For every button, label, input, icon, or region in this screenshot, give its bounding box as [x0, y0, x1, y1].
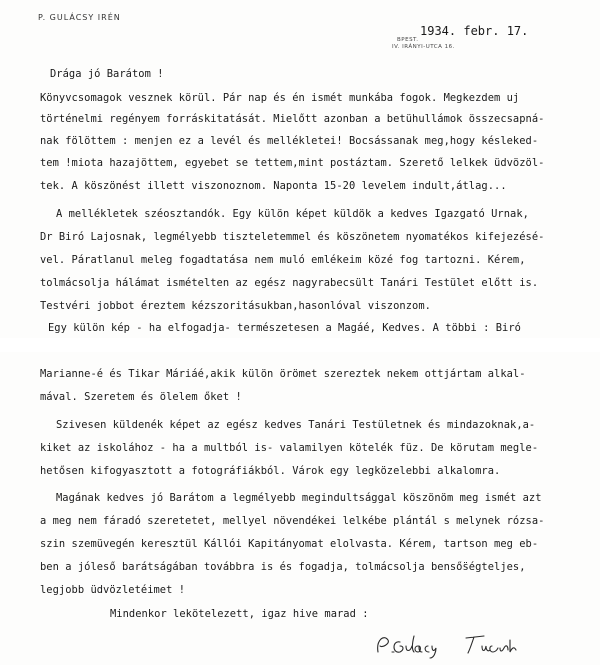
- salutation: Drága jó Barátom !: [50, 68, 164, 80]
- body-line: Egy külön kép - ha elfogadja- természetesen a Magáé, Kedves. A többi : Biró: [48, 322, 521, 334]
- page-seam: [0, 338, 600, 352]
- body-line: Testvéri jobbot éreztem kézszoritásukban,hasonlóval viszonzom.: [40, 300, 431, 312]
- body-line: vel. Páratlanul meleg fogadtatása nem muló emlékeim közé fog tartozni. Kérem,: [40, 254, 526, 266]
- letterhead-name: P. GULÁCSY IRÉN: [38, 13, 121, 22]
- body-line: Könyvcsomagok vesznek körül. Pár nap és én ismét munkába fogok. Megkezdem uj: [40, 92, 520, 104]
- body-line: tem !miota hazajöttem, egyebet se tettem,mint postáztam. Szerető lelkek üdvözöl-: [40, 157, 545, 169]
- body-line: a meg nem fáradó szeretetet, mellyel növendékei lelkébe plántál s melynek rózsa-: [40, 515, 545, 527]
- body-line: kiket az iskolához - ha a multból is- valamilyen kötelék füz. De körutam megle-: [40, 442, 539, 454]
- body-line: történelmi regényem forráskitatását. Mielőtt azonban a betühullámok összecsapná-: [40, 113, 545, 125]
- letterhead-city: BPEST.: [397, 37, 419, 43]
- body-line: szin szemüvegén keresztül Kállói Kapitányomat elolvasta. Kérem, tartson meg eb-: [40, 538, 539, 550]
- body-line: hetősen kifogyasztott a fotográfiákból. Várok egy legközelebbi alkalomra.: [40, 465, 501, 477]
- body-line: nak fölöttem : menjen ez a levél és mellékletei! Bocsássanak meg,hogy késleked-: [40, 135, 539, 147]
- body-line: tek. A köszönést illett viszonoznom. Naponta 15-20 levelem indult,átlag...: [40, 180, 507, 192]
- body-line: legjobb üdvözletéimet !: [40, 584, 186, 596]
- body-line: mával. Szeretem és ölelem őket !: [40, 391, 242, 403]
- body-line: Szivesen küldenék képet az egész kedves Tanári Testületnek és mindazoknak,a-: [56, 419, 536, 431]
- closing-line: Mindenkor lekötelezett, igaz hive marad :: [110, 608, 369, 620]
- body-line: Magának kedves jó Barátom a legmélyebb megindultsággal köszönöm meg ismét azt: [56, 492, 542, 504]
- body-line: Marianne-é és Tikar Máriáé,akik külön örömet szereztek nekem ottjártam alkal-: [40, 368, 526, 380]
- body-line: tolmácsolja hálámat ismételten az egész nagyrabecsült Tanári Testület előtt is.: [40, 277, 539, 289]
- letter-date: 1934. febr. 17.: [420, 24, 529, 38]
- body-line: ben a jóleső barátságában továbbra is és fogadja, tolmácsolja benső̈ségteljes,: [40, 561, 526, 573]
- letterhead-street: IV. IRÁNYI-UTCA 16.: [392, 44, 455, 50]
- body-line: A mellékletek széosztandók. Egy külön képet küldök a kedves Igazgató Urnak,: [56, 208, 529, 220]
- body-line: Dr Biró Lajosnak, legmélyebb tiszteletemmel és köszönetem nyomatékos kifejezésé-: [40, 231, 545, 243]
- handwritten-signature: [370, 630, 540, 660]
